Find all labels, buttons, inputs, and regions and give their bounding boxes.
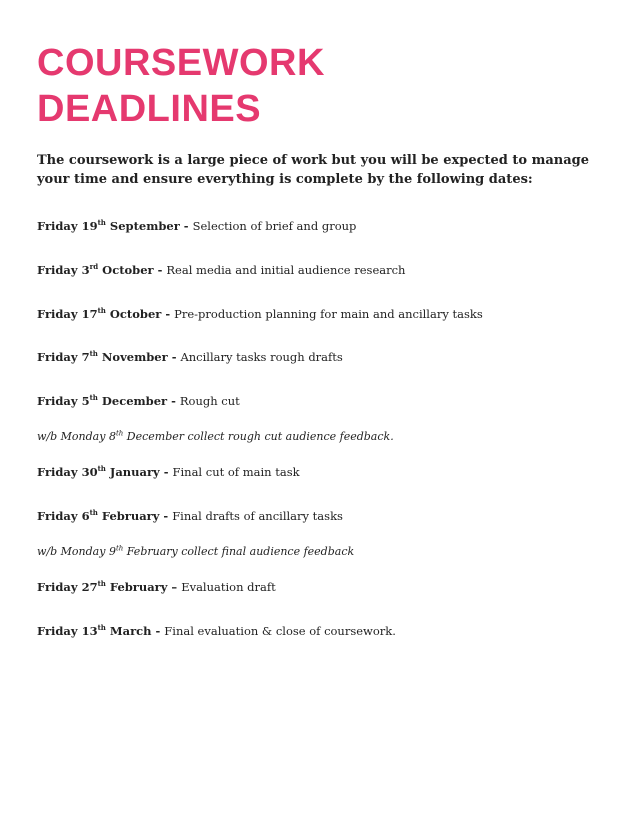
deadline-item bbox=[37, 508, 627, 524]
deadline-separator: - bbox=[159, 509, 173, 523]
deadline-ordinal: th bbox=[89, 349, 98, 359]
deadline-ordinal: th bbox=[89, 393, 98, 403]
deadline-month: September bbox=[105, 219, 180, 233]
deadline-month: February bbox=[105, 580, 168, 594]
deadline-item bbox=[37, 349, 627, 365]
deadline-item bbox=[37, 218, 627, 234]
deadline-item bbox=[37, 262, 627, 278]
deadline-day: Friday 13 bbox=[37, 624, 98, 638]
deadline-separator: – bbox=[167, 580, 182, 594]
deadline-ordinal: th bbox=[97, 623, 106, 633]
note-text: December collect rough cut audience feedback. bbox=[123, 430, 394, 443]
deadline-task: Final drafts of ancillary tasks bbox=[172, 509, 343, 523]
deadline-month: October bbox=[98, 263, 154, 277]
deadline-ordinal: th bbox=[97, 579, 106, 589]
note-ordinal: th bbox=[115, 429, 124, 438]
deadline-item bbox=[37, 393, 627, 409]
deadline-month: December bbox=[97, 394, 168, 408]
deadline-day: Friday 27 bbox=[37, 580, 98, 594]
deadline-separator: - bbox=[167, 394, 180, 408]
title-line-1: COURSEWORK bbox=[37, 42, 325, 84]
deadline-day: Friday 19 bbox=[37, 219, 98, 233]
deadline-item bbox=[37, 306, 627, 322]
deadline-day: Friday 6 bbox=[37, 509, 90, 523]
deadline-separator: - bbox=[151, 624, 165, 638]
deadline-ordinal: th bbox=[89, 508, 98, 518]
feedback-note bbox=[37, 429, 627, 445]
deadline-task: Ancillary tasks rough drafts bbox=[180, 350, 343, 364]
deadline-separator: - bbox=[159, 465, 173, 479]
deadline-task: Evaluation draft bbox=[181, 580, 276, 594]
deadline-month: November bbox=[97, 350, 168, 364]
deadline-task: Final cut of main task bbox=[172, 465, 300, 479]
note-prefix: w/b Monday 9 bbox=[37, 545, 116, 558]
deadline-separator: - bbox=[161, 307, 175, 321]
deadline-month: March bbox=[105, 624, 152, 638]
deadline-separator: - bbox=[179, 219, 193, 233]
intro-paragraph: The coursework is a large piece of work but you will be expected to manage your time and ensure everything is complete by the following dates: bbox=[37, 153, 590, 187]
deadline-item bbox=[37, 464, 627, 480]
deadline-task: Final evaluation & close of coursework. bbox=[164, 624, 396, 638]
note-prefix: w/b Monday 8 bbox=[37, 430, 116, 443]
note-text: February collect final audience feedback bbox=[123, 545, 355, 558]
deadline-month: February bbox=[97, 509, 160, 523]
title-line-2: DEADLINES bbox=[37, 88, 262, 130]
deadline-task: Selection of brief and group bbox=[192, 219, 357, 233]
deadline-task: Real media and initial audience research bbox=[166, 263, 406, 277]
deadline-ordinal: rd bbox=[89, 262, 99, 272]
deadline-item bbox=[37, 579, 627, 595]
deadline-day: Friday 3 bbox=[37, 263, 90, 277]
deadline-day: Friday 5 bbox=[37, 394, 90, 408]
deadline-separator: - bbox=[167, 350, 181, 364]
feedback-note bbox=[37, 544, 627, 560]
deadline-ordinal: th bbox=[97, 306, 106, 316]
deadline-task: Pre-production planning for main and ancillary tasks bbox=[174, 307, 483, 321]
deadline-day: Friday 30 bbox=[37, 465, 98, 479]
note-ordinal: th bbox=[115, 544, 124, 553]
deadline-ordinal: th bbox=[97, 218, 106, 228]
deadline-item bbox=[37, 623, 627, 639]
deadline-ordinal: th bbox=[97, 464, 106, 474]
deadline-task: Rough cut bbox=[179, 394, 240, 408]
deadline-month: October bbox=[105, 307, 162, 321]
deadline-month: January bbox=[105, 465, 160, 479]
page-title bbox=[37, 40, 325, 132]
deadline-day: Friday 17 bbox=[37, 307, 98, 321]
deadline-separator: - bbox=[153, 263, 167, 277]
deadline-day: Friday 7 bbox=[37, 350, 90, 364]
